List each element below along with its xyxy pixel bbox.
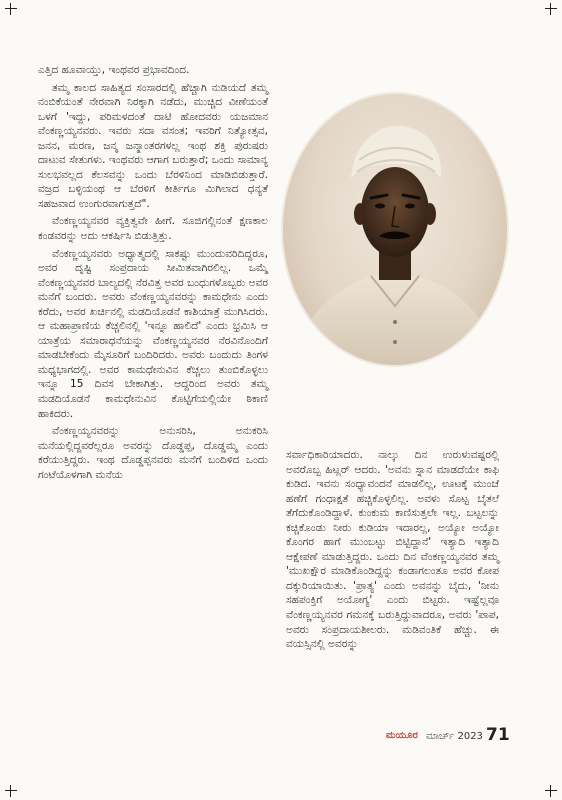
crop-mark-top-left — [5, 3, 17, 15]
page-footer — [386, 726, 524, 748]
right-text-column — [286, 448, 499, 652]
magazine-logo: ಮಯೂರ — [386, 730, 418, 741]
issue-date: ಮಾರ್ಚ್ 2023 — [426, 731, 483, 742]
left-text-column — [38, 63, 268, 482]
paragraph: ವೆಂಕಣ್ಣಯ್ಯನವರು ಅಧ್ಯಾತ್ಮದಲ್ಲಿ ಸಾಕಷ್ಟು ಮುಂದುವರಿದಿದ್ದರೂ, ಅವರ ದೃಷ್ಟಿ ಸಂಪ್ರದಾಯ ಸೀಮಿತವಾಗಿರಲಿಲ್ಲ. ಒಮ್ಮೆ ವೆಂಕಣ್ಣಯ್ಯನವರ ಬಾಲ್ಯದಲ್ಲಿ ನೆರವಿತ್ತ ಅವರ ಬಂಧುಗಳೊಬ್ಬರು ಅವರ ಮನೆಗೆ ಬಂದರು. ಅವರು ವೆಂಕಣ್ಣಯ್ಯನವರನ್ನು ಕಾಮಧೇನು ಎಂದು ಕರೆದು, ಅವರ ಖರ್ಚಿನಲ್ಲಿ ಮಡದಿಯೊಡನೆ ಕಾಶಿಯಾತ್ರೆ ಮುಗಿಸಿದರು. ಆ ಮಹಾಪ್ರಾಣಿಯ ಕೆಚ್ಚಲಿನಲ್ಲಿ 'ಇನ್ನೂ ಹಾಲಿದೆ' ಎಂದು ಭ್ರಮಿಸಿ ಆ ಯಾತ್ರೆಯ ಸಮಾರಾಧನೆಯನ್ನು ವೆಂಕಣ್ಣಯ್ಯನವರ ನೆರವಿನೊಂದಿಗೆ ಮಾಡಬೇಕೆಂದು ಮೈಸೂರಿಗೆ ಬಂದಿರಿದರು. ಅವರು ಬಂದುದು ತಿಂಗಳ ಮಧ್ಯಭಾಗದಲ್ಲಿ. ಅವರ ಕಾಮಧೇನುವಿನ ಕೆಚ್ಚಲು ತುಂಬಿಕೊಳ್ಳಲು ಇನ್ನೂ 15 ದಿವಸ ಬೇಕಾಗಿತ್ತು. ಆದ್ದರಿಂದ ಅವರು ತಮ್ಮ ಮಡದಿಯೊಡನೆ ಕಾಮಧೇನುವಿನ ಕೊಟ್ಟಿಗೆಯಲ್ಲಿಯೇ ಠಿಕಾಣಿ ಹಾಕಿದರು. — [38, 247, 268, 420]
paragraph: ತಮ್ಮ ಕಾಲದ ಸಾಹಿತ್ಯದ ಸಂಸಾರದಲ್ಲಿ ಹೆಚ್ಚಾಗಿ ನುಡಿಯದೆ ತಮ್ಮ ನಂಬಿಕೆಯಂತೆ ನೇರವಾಗಿ ನಿರಕ್ಕಾಗಿ ನಡೆದು, ಮುಚ್ಚಿದ ವೀಣೆಯಂತೆ ಒಳಗೆ 'ಇದ್ದು, ಪರಿಮಳದಂತೆ ದಾಟಿ ಹೋದವರು ಯಜಮಾನ ವೆಂಕಣ್ಣಯ್ಯನವರು. ಇವರು ಸದಾ ವಸಂತ; ಇವರಿಗೆ ನಿತ್ಯೋತ್ಸವ, ಜನನ, ಮರಣ, ಜನ್ಮ ಜನ್ಮಾಂತರಗಳಲ್ಲ ಇಂಥ ಶಕ್ತಿ ಪುರುಷರು ದಾಟುವ ಸೇತುಗಳು. ಇಂಥವರು ಆಗಾಗ ಬರುತ್ತಾರೆ; ಒಂದು ಸಾಮಾನ್ಯ ಸುಲಭವಲ್ಲದ ಕೆಲಸವನ್ನು ಒಂದು ಬೆರಳಿನಿಂದ ಮಾಡಿಬಿಡುತ್ತಾರೆ. ವಜ್ರದ ಬಳ್ಳಿಯಂಥ ಆ ಬೆರಳಿಗೆ ಕೀರ್ತಿಗೂ ಮಿಗಿಲಾದ ಧನ್ಯತೆ ಸಹಜವಾದ ಉಂಗುರವಾಗುತ್ತದೆ". — [38, 81, 268, 210]
paragraph: ಎತ್ತಿದ ಹೂವಾಯ್ತು, ಇಂಥವರ ಪ್ರಭಾವದಿಂದ. — [38, 64, 190, 76]
crop-mark-bottom-left — [5, 785, 17, 797]
page-number: 71 — [486, 725, 510, 745]
portrait-photo — [283, 94, 507, 365]
paragraph: ಸರ್ವಾಧಿಕಾರಿಯಾದರು. ನಾಲ್ಕು ದಿನ ಉರುಳುವಷ್ಟರಲ್ಲಿ ಅವರೊಬ್ಬ ಹಿಟ್ಲರ್ ಆದರು. 'ಅವನು ಸ್ನಾನ ಮಾಡದೆಯೇ ಕಾಫಿ ಕುಡಿದ. ಇವನು ಸಂಧ್ಯಾವಂದನೆ ಮಾಡಲಿಲ್ಲ, ಊಟಕ್ಕೆ ಮುಂಚೆ ಹಣೆಗೆ ಗಂಧಾಕ್ಷತೆ ಹಚ್ಚಿಕೊಳ್ಳಲಿಲ್ಲ. ಅವಳು ಸೊಟ್ಟ ಬೈತಲೆ ತೆಗೆದುಕೊಂಡಿದ್ದಾಳೆ. ಕುಂಕುಮ ಕಾಣಿಸುತ್ತಲೇ ಇಲ್ಲ. ಬಟ್ಟಲನ್ನು ಕಚ್ಚಿಕೊಂಡು ನೀರು ಕುಡಿಯಾ ಇದಾರಲ್ಲ, ಅಯ್ಯೋ ಅಯ್ಯೋ ಕೊಂಗರ ಹಾಗೆ ಮುಂಬಟ್ಟು ಬಿಟ್ಟಿದ್ದಾನೆ' ಇತ್ಯಾದಿ ಇತ್ಯಾದಿ ಆಕ್ಷೇಪಣೆ ಮಾಡುತ್ತಿದ್ದರು. ಒಂದು ದಿನ ವೆಂಕಣ್ಣಯ್ಯನವರ ತಮ್ಮ 'ಮುಖಕ್ಷೌರ ಮಾಡಿಕೊಂಡಿದ್ದನ್ನು ಕಂಡಾಗಲಂತೂ ಅವರ ಕೋಪ ದಕ್ಕುರಿಯಾಯಿತು. 'ಪ್ರಾತ್ಯ' ಎಂದು ಅವನನ್ನು ಬೈದು, 'ನೀನು ಸಹಪಂಕ್ತಿಗೆ ಅಯೋಗ್ಯ' ಎಂದು ಬಿಟ್ಟರು. ಇಷ್ಟೆಲ್ಲವೂ ವೆಂಕಣ್ಣಯ್ಯನವರ ಗಮನಕ್ಕೆ ಬರುತ್ತಿದ್ದುವಾದರೂ, ಅವರು 'ಪಾಪ, ಅವರು ಸಂಪ್ರದಾಯಶೀಲರು. ಮಡಿವಂತಿಕೆ ಹೆಚ್ಚು. ಈ ವಯಸ್ಸಿನಲ್ಲಿ ಅವರನ್ನು — [286, 449, 499, 651]
paragraph: ವೆಂಕಣ್ಣಯ್ಯನವರನ್ನು ಅನುಸರಿಸಿ, ಅನುಕರಿಸಿ ಮನೆಯಲ್ಲಿದ್ದವರೆಲ್ಲರೂ ಅವರನ್ನು ದೊಡ್ಡಪ್ಪ, ದೊಡ್ಡಮ್ಮ ಎಂದು ಕರೆಯುತ್ತಿದ್ದರು. ಇಂಥ ದೊಡ್ಡಪ್ಪನವರು ಮನೆಗೆ ಬಂದಿಳಿದ ಒಂದು ಗಂಟೆಯೊಳಗಾಗಿ ಮನೆಯ — [38, 425, 268, 481]
crop-mark-bottom-right — [545, 785, 557, 797]
crop-mark-top-right — [545, 3, 557, 15]
portrait-illustration — [283, 94, 507, 365]
paragraph: ವೆಂಕಣ್ಣಯ್ಯನವರ ವ್ಯಕ್ತಿತ್ವವೇ ಹೀಗೆ. ಸೂಜಿಗಲ್ಲಿನಂತೆ ಕ್ಷಣಕಾಲ ಕಂಡವರನ್ನು ಅದು ಆಕರ್ಷಿಸಿ ಬಿಡುತ್ತಿತ್ತು. — [38, 215, 268, 243]
